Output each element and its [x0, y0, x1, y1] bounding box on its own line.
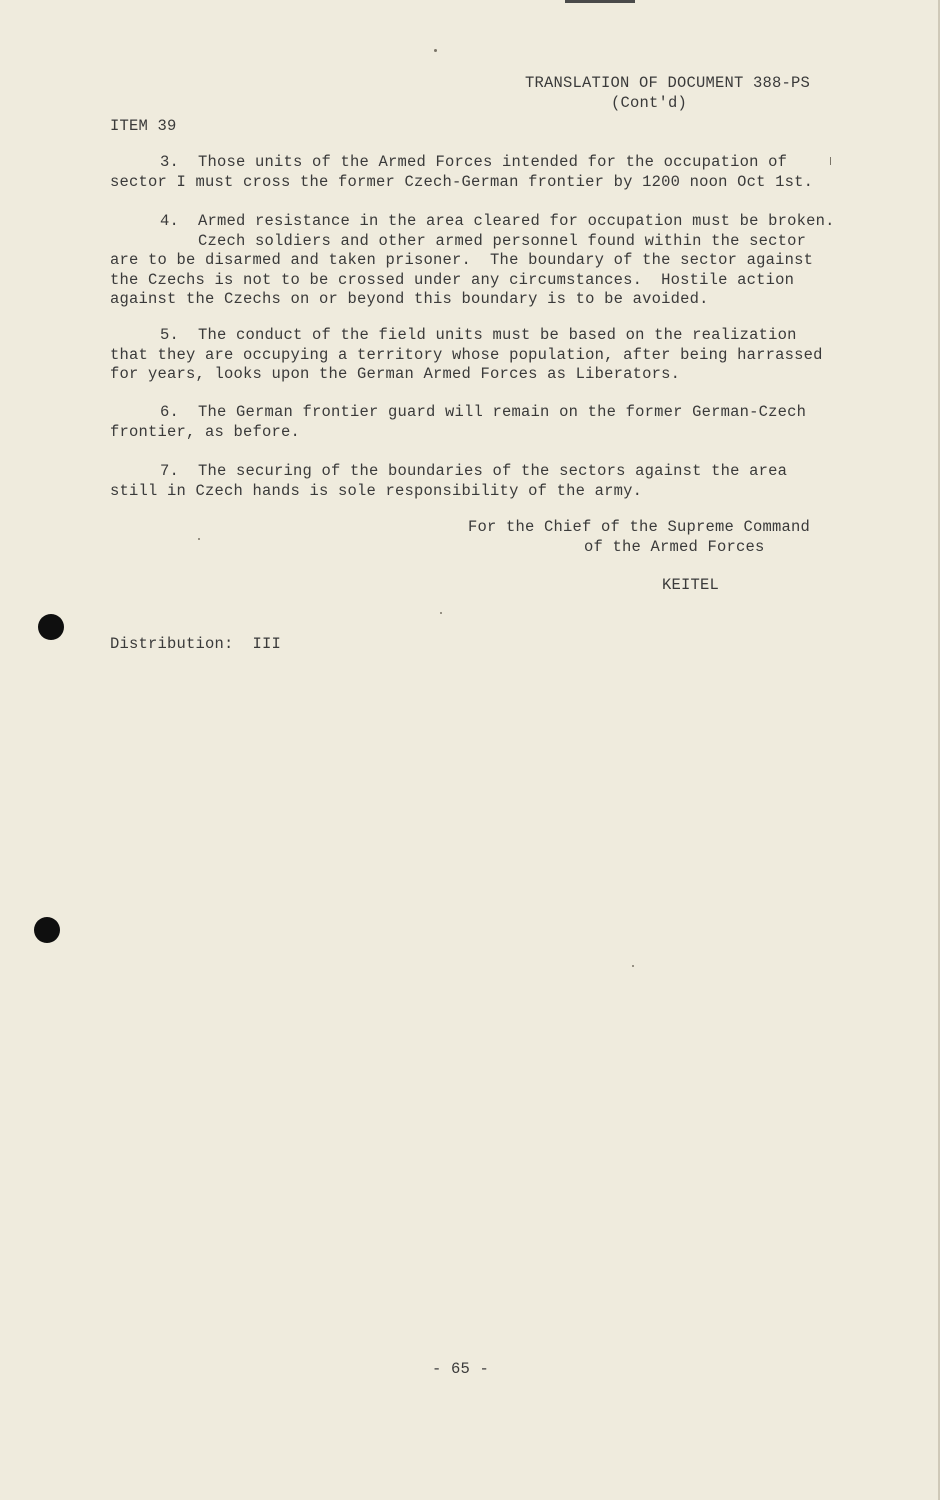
paragraph-line: for years, looks upon the German Armed Forces as Liberators.	[110, 365, 681, 383]
paragraph-4	[110, 212, 850, 310]
paragraph-line: Czech soldiers and other armed personnel found within the sector	[198, 231, 807, 250]
paragraph-line: against the Czechs on or beyond this boundary is to be avoided.	[110, 290, 709, 308]
paper-speck	[632, 965, 634, 967]
page-edge-mark	[565, 0, 635, 3]
paragraph-line: are to be disarmed and taken prisoner. The boundary of the sector against	[110, 251, 814, 269]
signer-name: KEITEL	[662, 576, 720, 594]
paper-speck	[434, 49, 437, 52]
punch-hole-upper	[38, 614, 64, 640]
paragraph-7	[110, 462, 850, 501]
paragraph-line: the Czechs is not to be crossed under any circumstances. Hostile action	[110, 270, 795, 289]
paragraph-6	[110, 403, 850, 442]
page-number: - 65 -	[432, 1360, 490, 1378]
paper-speck	[198, 538, 200, 540]
distribution-line: Distribution: III	[110, 635, 282, 653]
signature-line-1: For the Chief of the Supreme Command	[468, 518, 811, 536]
paragraph-line: still in Czech hands is sole responsibility of the army.	[110, 481, 643, 500]
punch-hole-lower	[34, 917, 60, 943]
paragraph-5	[110, 326, 850, 385]
document-subtitle: (Cont'd)	[611, 94, 688, 112]
document-title: TRANSLATION OF DOCUMENT 388-PS	[525, 74, 811, 92]
paragraph-line: 4. Armed resistance in the area cleared for occupation must be broken.	[160, 212, 835, 230]
item-label: ITEM 39	[110, 117, 177, 135]
paragraph-line: 6. The German frontier guard will remain on the former German-Czech	[160, 403, 807, 421]
paragraph-line: 3. Those units of the Armed Forces intended for the occupation of	[160, 153, 788, 171]
paragraph-line: 5. The conduct of the field units must be based on the realization	[160, 326, 797, 344]
paragraph-line: 7. The securing of the boundaries of the sectors against the area	[160, 462, 788, 480]
paragraph-line: sector I must cross the former Czech-German frontier by 1200 noon Oct 1st.	[110, 172, 814, 191]
paper-speck	[440, 612, 442, 614]
paragraph-line: frontier, as before.	[110, 422, 301, 441]
paragraph-3	[110, 153, 850, 192]
signature-line-2: of the Armed Forces	[584, 538, 765, 556]
paragraph-line: that they are occupying a territory whose population, after being harrassed	[110, 345, 823, 364]
paper-speck	[830, 157, 831, 165]
